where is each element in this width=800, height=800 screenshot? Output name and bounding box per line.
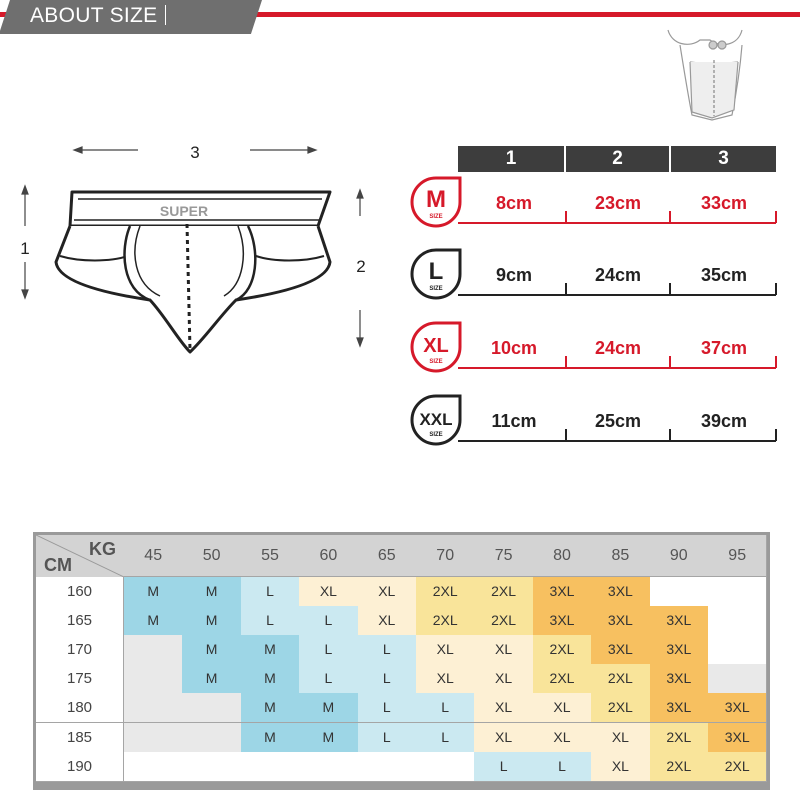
size-cell: XL — [474, 693, 533, 723]
size-cell: 2XL — [474, 606, 533, 636]
size-cell: 2XL — [474, 577, 533, 607]
size-cell: 3XL — [650, 693, 709, 723]
size-cell — [358, 752, 417, 782]
size-cell — [124, 635, 183, 665]
size-col-1-header: 1 — [458, 146, 564, 172]
size-cell: 3XL — [708, 693, 767, 723]
size-cell: 3XL — [650, 606, 709, 636]
size-value-xl-1: 10cm — [490, 338, 538, 358]
size-cell: M — [241, 664, 300, 694]
size-cell: XL — [358, 606, 417, 636]
size-cell: L — [358, 723, 417, 753]
size-badge-letter: XXL — [419, 410, 453, 429]
dimension-2-label: 2 — [356, 257, 366, 276]
size-cell — [124, 752, 183, 782]
kg-header-75: 75 — [474, 535, 533, 577]
size-cell: M — [182, 577, 241, 607]
size-cell — [182, 693, 241, 723]
size-cell: M — [182, 635, 241, 665]
size-cell: M — [124, 577, 183, 607]
size-badge-sub: SIZE — [429, 286, 443, 292]
size-row-rule — [458, 440, 776, 442]
size-cell — [182, 723, 241, 753]
size-cell: M — [182, 664, 241, 694]
size-row-tick — [669, 356, 671, 368]
size-value-xl-3: 37cm — [700, 338, 748, 358]
kg-header-60: 60 — [299, 535, 358, 577]
size-cell: XL — [416, 664, 475, 694]
size-cell: 2XL — [533, 664, 592, 694]
size-cell: 3XL — [591, 635, 650, 665]
size-badge-letter: M — [426, 186, 446, 213]
cm-axis-label: CM — [44, 555, 72, 575]
size-cell — [650, 577, 709, 607]
size-row-tick — [775, 429, 777, 441]
size-value-l-3: 35cm — [700, 265, 748, 285]
size-cell — [299, 752, 358, 782]
size-value-xxl-2: 25cm — [594, 411, 642, 431]
size-cell: L — [533, 752, 592, 782]
size-cell: 3XL — [533, 606, 592, 636]
size-cell: XL — [474, 664, 533, 694]
cm-row-label-185: 185 — [36, 723, 124, 753]
cm-row-label-180: 180 — [36, 693, 124, 723]
kg-header-55: 55 — [241, 535, 300, 577]
size-value-l-2: 24cm — [594, 265, 642, 285]
size-cell — [124, 723, 183, 753]
size-cell: L — [299, 635, 358, 665]
size-cell: L — [299, 606, 358, 636]
size-cell: XL — [416, 635, 475, 665]
size-cell — [182, 752, 241, 782]
size-badge-letter: XL — [423, 335, 449, 357]
size-row-rule — [458, 367, 776, 369]
size-cell: M — [241, 693, 300, 723]
size-cell: L — [474, 752, 533, 782]
size-cell: 3XL — [708, 723, 767, 753]
size-row-tick — [669, 283, 671, 295]
size-value-xxl-3: 39cm — [700, 411, 748, 431]
size-row-rule — [458, 222, 776, 224]
size-row-tick — [669, 211, 671, 223]
kg-header-65: 65 — [358, 535, 417, 577]
size-col-3-header: 3 — [671, 146, 776, 172]
size-row-tick — [565, 211, 567, 223]
kg-header-90: 90 — [650, 535, 709, 577]
size-cell: 2XL — [591, 693, 650, 723]
cm-row-label-170: 170 — [36, 635, 124, 665]
size-cell: XL — [474, 723, 533, 753]
kg-header-95: 95 — [708, 535, 767, 577]
cm-row-label-175: 175 — [36, 664, 124, 694]
size-cell: M — [241, 635, 300, 665]
size-cell: M — [124, 606, 183, 636]
size-cell: 2XL — [591, 664, 650, 694]
size-cell: 2XL — [708, 752, 767, 782]
dimension-1-label: 1 — [20, 239, 30, 258]
size-cell: L — [241, 577, 300, 607]
cm-row-label-165: 165 — [36, 606, 124, 636]
cm-row-label-160: 160 — [36, 577, 124, 607]
model-illustration — [668, 30, 742, 120]
size-cell: XL — [358, 577, 417, 607]
size-cell: XL — [591, 723, 650, 753]
size-cell: 3XL — [650, 664, 709, 694]
size-cell: XL — [533, 723, 592, 753]
size-cell: L — [416, 723, 475, 753]
size-cell: 3XL — [591, 606, 650, 636]
size-row-tick — [565, 283, 567, 295]
size-cell: 2XL — [416, 577, 475, 607]
kg-header-45: 45 — [124, 535, 183, 577]
size-row-tick — [565, 356, 567, 368]
size-badge-m — [410, 174, 462, 232]
size-badge-sub: SIZE — [429, 359, 443, 365]
size-cell — [124, 664, 183, 694]
size-cell: M — [241, 723, 300, 753]
size-badge-letter: L — [428, 258, 444, 285]
grid-corner — [36, 535, 124, 577]
size-value-xxl-1: 11cm — [491, 411, 537, 431]
size-badge-sub: SIZE — [429, 432, 443, 438]
kg-header-80: 80 — [533, 535, 592, 577]
size-cell — [708, 635, 767, 665]
size-badge-xl — [410, 319, 462, 377]
kg-header-50: 50 — [182, 535, 241, 577]
size-cell: L — [358, 664, 417, 694]
size-row-tick — [669, 429, 671, 441]
size-cell — [124, 693, 183, 723]
weight-height-chart — [33, 532, 770, 790]
size-cell — [241, 752, 300, 782]
weight-height-grid — [36, 535, 767, 787]
size-badge-sub: SIZE — [429, 214, 443, 220]
size-cell: L — [358, 693, 417, 723]
size-cell: L — [299, 664, 358, 694]
size-value-m-2: 23cm — [594, 193, 642, 213]
cm-row-label-190: 190 — [36, 752, 124, 782]
kg-header-70: 70 — [416, 535, 475, 577]
size-cell: L — [358, 635, 417, 665]
size-cell: L — [241, 606, 300, 636]
size-cell: 3XL — [533, 577, 592, 607]
size-cell: XL — [474, 635, 533, 665]
size-row-tick — [565, 429, 567, 441]
size-cell — [708, 577, 767, 607]
brand-label: SUPER — [159, 203, 209, 219]
dimension-3-label: 3 — [190, 143, 200, 162]
kg-header-85: 85 — [591, 535, 650, 577]
size-value-m-1: 8cm — [495, 193, 533, 213]
size-value-xl-2: 24cm — [594, 338, 642, 358]
size-cell: M — [299, 693, 358, 723]
size-value-m-3: 33cm — [700, 193, 748, 213]
size-cell: 2XL — [533, 635, 592, 665]
size-row-rule — [458, 294, 776, 296]
size-cell: XL — [299, 577, 358, 607]
size-badge-l — [410, 246, 462, 304]
size-cell: 2XL — [650, 723, 709, 753]
size-cell: 2XL — [650, 752, 709, 782]
size-cell: 3XL — [591, 577, 650, 607]
size-row-tick — [775, 283, 777, 295]
size-row-tick — [775, 211, 777, 223]
size-cell: 2XL — [416, 606, 475, 636]
size-cell: L — [416, 693, 475, 723]
size-row-tick — [775, 356, 777, 368]
size-cell — [708, 664, 767, 694]
size-cell: 3XL — [650, 635, 709, 665]
size-cell: XL — [591, 752, 650, 782]
size-cell: M — [299, 723, 358, 753]
size-value-l-1: 9cm — [495, 265, 533, 285]
kg-axis-label: KG — [89, 539, 116, 559]
size-cell — [708, 606, 767, 636]
size-cell: M — [182, 606, 241, 636]
header-title: ABOUT SIZE — [30, 4, 158, 27]
size-cell: XL — [533, 693, 592, 723]
size-badge-xxl — [410, 392, 462, 450]
size-cell — [416, 752, 475, 782]
size-col-2-header: 2 — [566, 146, 669, 172]
